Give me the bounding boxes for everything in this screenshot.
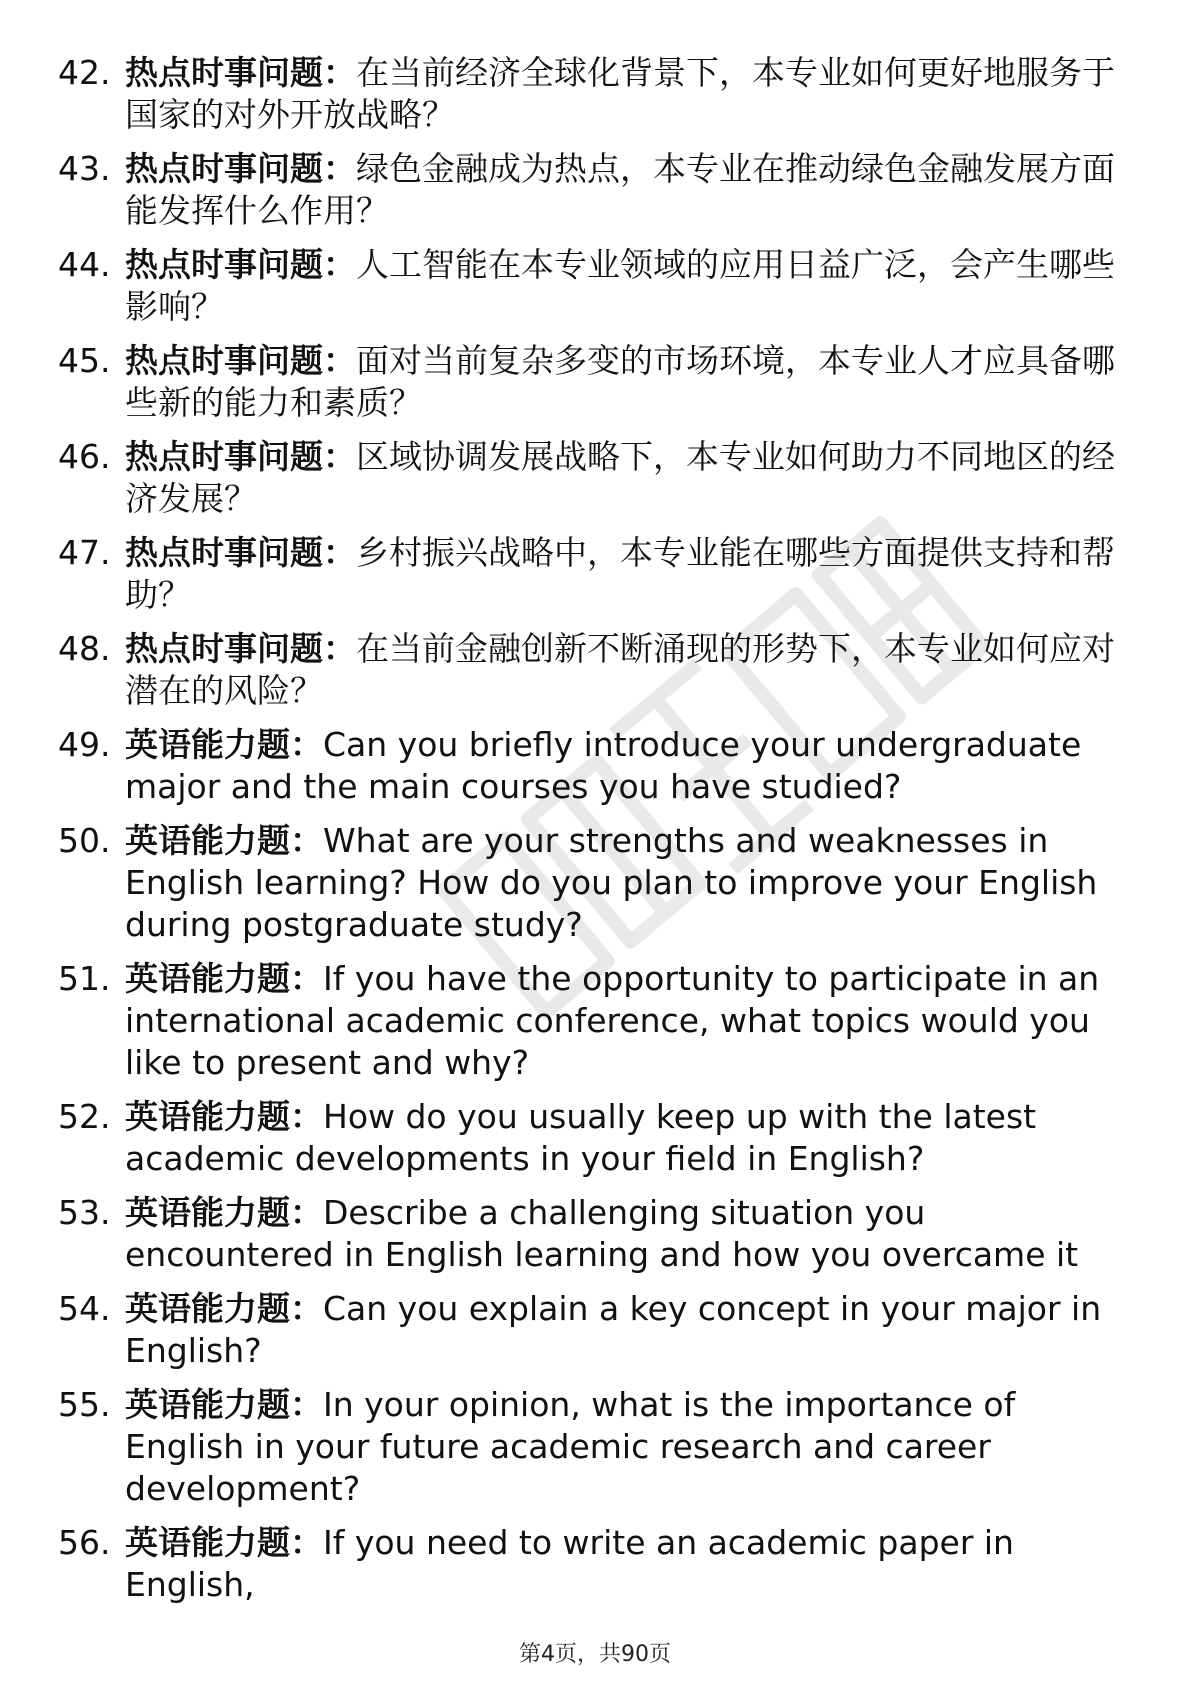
question-item <box>58 340 1138 424</box>
question-number: 52. <box>58 1097 111 1136</box>
question-category: 英语能力题： <box>125 1097 323 1136</box>
page-number-footer: 第4页，共90页 <box>519 1642 671 1667</box>
question-number: 53. <box>58 1193 111 1232</box>
question-text: 在当前经济全球化背景下，本专业如何更好地服务于国家的对外开放战略？ <box>125 53 1115 134</box>
question-item <box>58 1384 1138 1510</box>
question-item <box>58 148 1138 232</box>
question-category: 热点时事问题： <box>125 341 356 380</box>
question-item <box>58 820 1138 946</box>
question-item <box>58 724 1138 808</box>
question-text: 人工智能在本专业领域的应用日益广泛，会产生哪些影响？ <box>125 245 1115 326</box>
question-item <box>58 1096 1138 1180</box>
question-category: 热点时事问题： <box>125 533 356 572</box>
question-category: 英语能力题： <box>125 1523 323 1562</box>
question-text: 在当前金融创新不断涌现的形势下，本专业如何应对潜在的风险？ <box>125 629 1115 710</box>
question-category: 热点时事问题： <box>125 437 356 476</box>
question-number: 45. <box>58 341 111 380</box>
question-text: In your opinion, what is the importance of English in your future academic research and career development? <box>125 1385 1016 1508</box>
question-number: 51. <box>58 959 111 998</box>
question-category: 英语能力题： <box>125 1385 323 1424</box>
question-number: 48. <box>58 629 111 668</box>
question-category: 英语能力题： <box>125 821 323 860</box>
question-item <box>58 244 1138 328</box>
question-category: 英语能力题： <box>125 1193 323 1232</box>
question-text: If you need to write an academic paper in English, <box>125 1523 1014 1604</box>
question-number: 42. <box>58 53 111 92</box>
question-item <box>58 52 1138 136</box>
question-category: 热点时事问题： <box>125 149 356 188</box>
question-text: 区域协调发展战略下，本专业如何助力不同地区的经济发展？ <box>125 437 1115 518</box>
question-category: 热点时事问题： <box>125 629 356 668</box>
question-item <box>58 958 1138 1084</box>
question-number: 46. <box>58 437 111 476</box>
question-number: 49. <box>58 725 111 764</box>
question-text: 乡村振兴战略中，本专业能在哪些方面提供支持和帮助？ <box>125 533 1115 614</box>
question-list <box>58 52 1138 1618</box>
question-text: What are your strengths and weaknesses in English learning? How do you plan to improve your English during postgraduate study? <box>125 821 1098 944</box>
question-item <box>58 1522 1138 1606</box>
question-text: How do you usually keep up with the latest academic developments in your field in English? <box>125 1097 1037 1178</box>
question-number: 44. <box>58 245 111 284</box>
question-number: 43. <box>58 149 111 188</box>
question-text: If you have the opportunity to participate in an international academic conference, what topics would you like to present and why? <box>125 959 1100 1082</box>
question-item <box>58 532 1138 616</box>
question-category: 热点时事问题： <box>125 53 356 92</box>
question-item <box>58 1192 1138 1276</box>
question-category: 英语能力题： <box>125 1289 323 1328</box>
question-number: 55. <box>58 1385 111 1424</box>
question-category: 英语能力题： <box>125 959 323 998</box>
question-text: Can you briefly introduce your undergraduate major and the main courses you have studied? <box>125 725 1082 806</box>
question-number: 47. <box>58 533 111 572</box>
question-item <box>58 436 1138 520</box>
question-item <box>58 1288 1138 1372</box>
question-category: 热点时事问题： <box>125 245 356 284</box>
question-text: 绿色金融成为热点，本专业在推动绿色金融发展方面能发挥什么作用？ <box>125 149 1115 230</box>
question-item <box>58 628 1138 712</box>
question-number: 50. <box>58 821 111 860</box>
question-text: 面对当前复杂多变的市场环境，本专业人才应具备哪些新的能力和素质？ <box>125 341 1115 422</box>
question-number: 54. <box>58 1289 111 1328</box>
question-number: 56. <box>58 1523 111 1562</box>
question-text: Describe a challenging situation you encountered in English learning and how you overcame it <box>125 1193 1079 1274</box>
question-text: Can you explain a key concept in your major in English? <box>125 1289 1102 1370</box>
question-category: 英语能力题： <box>125 725 323 764</box>
